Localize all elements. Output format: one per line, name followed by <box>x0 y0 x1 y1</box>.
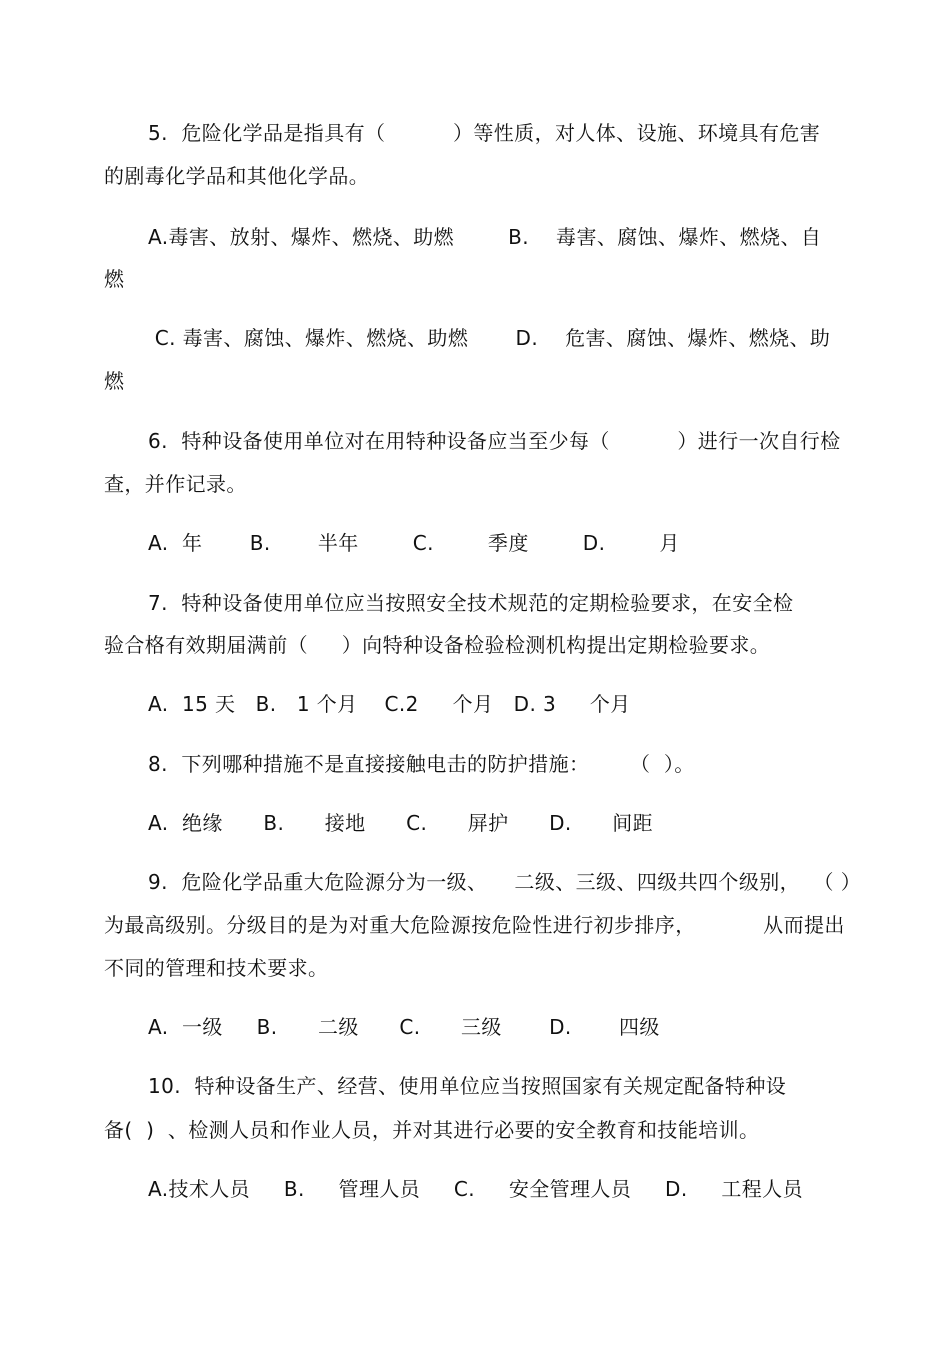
question-7-stem-line-2: 验合格有效期届满前（ ）向特种设备检验检测机构提出定期检验要求。 <box>104 633 771 657</box>
question-9-stem-line-1: 9. 危险化学品重大危险源分为一级、 二级、三级、四级共四个级别， （ ） <box>148 870 862 894</box>
question-6-stem-line-1: 6. 特种设备使用单位对在用特种设备应当至少每（ ）进行一次自行检 <box>148 429 841 453</box>
question-7-options: A. 15 天 B. 1 个月 C.2 个月 D. 3 个月 <box>148 692 631 716</box>
question-8-options: A. 绝缘 B. 接地 C. 屏护 D. 间距 <box>148 811 654 835</box>
question-5-stem-line-2: 的剧毒化学品和其他化学品。 <box>104 164 370 188</box>
question-10-stem-line-2: 备( ) 、检测人员和作业人员，并对其进行必要的安全教育和技能培训。 <box>104 1118 760 1142</box>
question-6-stem-line-2: 查，并作记录。 <box>104 472 247 496</box>
question-6-options: A. 年 B. 半年 C. 季度 D. 月 <box>148 531 680 555</box>
question-5-options-line-1: A.毒害、放射、爆炸、燃烧、助燃 B. 毒害、腐蚀、爆炸、燃烧、自 <box>148 225 822 249</box>
question-7-stem-line-1: 7. 特种设备使用单位应当按照安全技术规范的定期检验要求，在安全检 <box>148 591 794 615</box>
question-5-options-line-4: 燃 <box>104 369 125 393</box>
question-5-options-line-3: C. 毒害、腐蚀、爆炸、燃烧、助燃 D. 危害、腐蚀、爆炸、燃烧、助 <box>148 326 831 350</box>
question-9-stem-line-3: 不同的管理和技术要求。 <box>104 956 329 980</box>
question-5-options-line-2: 燃 <box>104 267 125 291</box>
question-10-stem-line-1: 10. 特种设备生产、经营、使用单位应当按照国家有关规定配备特种设 <box>148 1074 787 1098</box>
question-5-stem-line-1: 5. 危险化学品是指具有（ ）等性质，对人体、设施、环境具有危害 <box>148 121 821 145</box>
question-8-stem-line-1: 8. 下列哪种措施不是直接接触电击的防护措施： （ ）。 <box>148 752 695 776</box>
question-10-options: A.技术人员 B. 管理人员 C. 安全管理人员 D. 工程人员 <box>148 1177 803 1201</box>
question-9-stem-line-2: 为最高级别。分级目的是为对重大危险源按危险性进行初步排序， 从而提出 <box>104 913 845 937</box>
question-9-options: A. 一级 B. 二级 C. 三级 D. 四级 <box>148 1015 660 1039</box>
